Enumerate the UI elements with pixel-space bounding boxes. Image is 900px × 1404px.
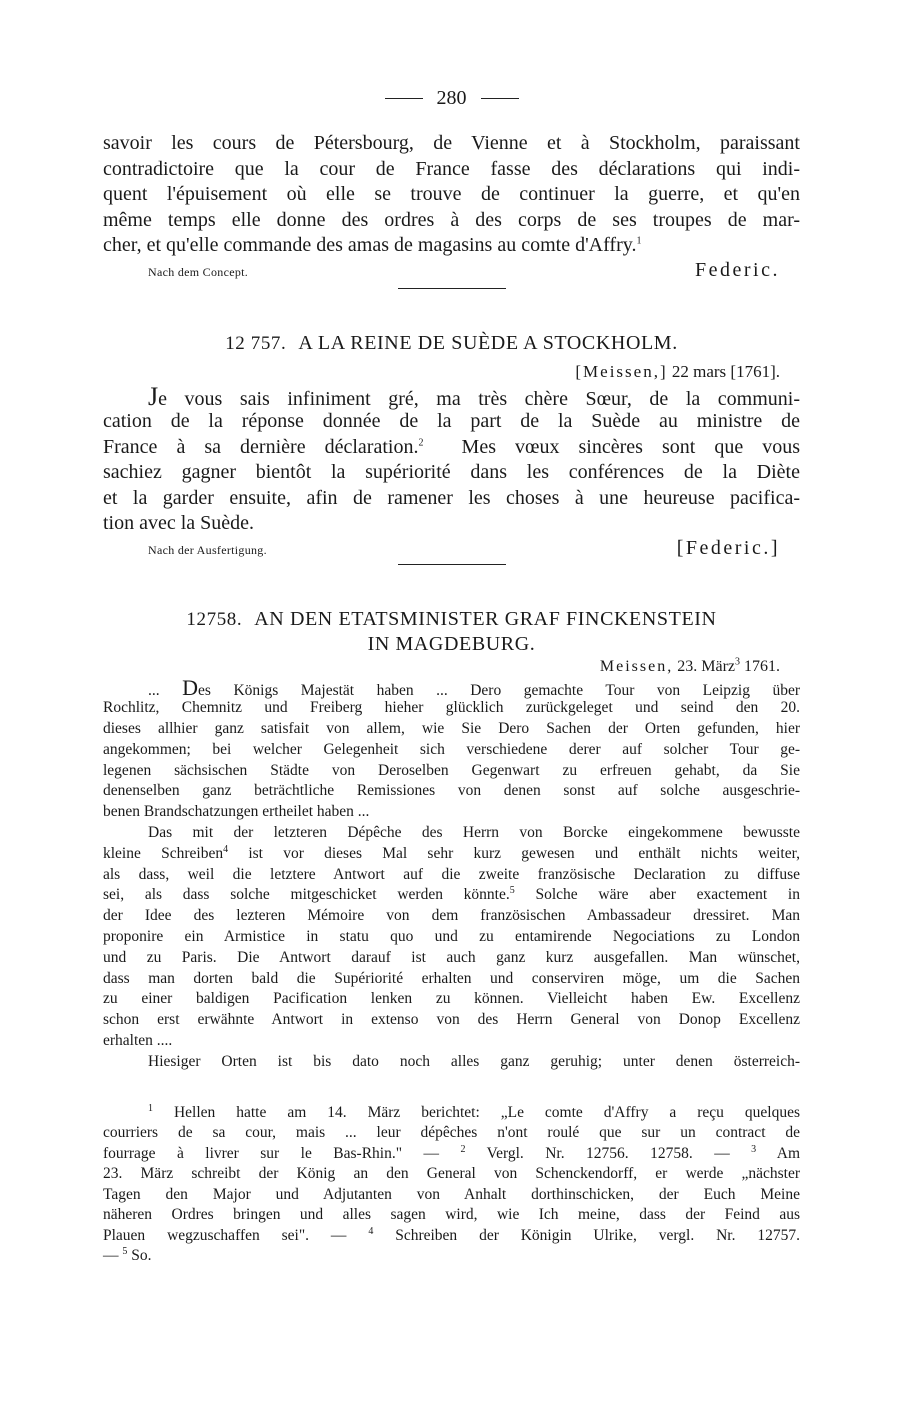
text-line: contradictoire que la cour de France fasse des déclarations qui indi- [103, 157, 800, 180]
section-separator [398, 564, 506, 565]
text-line [103, 885, 800, 906]
text-fragment: Mes vœux sincères sont que vous [461, 435, 801, 458]
text-line [103, 674, 801, 700]
text-line: zu einer baldigen Pacification lenken zu können. Vielleicht haben Ew. Excellenz [103, 990, 800, 1008]
text-line: même temps elle donne des ordres à des corps de ses troupes de mar- [103, 208, 800, 231]
text-line: erhalten .... [103, 1032, 173, 1050]
footnote-line: Tagen den Major und Adjutanten von Anhalt dorthinschicken, der Euch Meine [103, 1185, 800, 1203]
text-fragment: e vous sais infiniment gré, ma très chère Sœur, de la communi- [158, 387, 800, 410]
footnote-marker: 1 [148, 1102, 153, 1114]
footnote-marker: 4 [223, 843, 229, 855]
letter-body [103, 674, 801, 1073]
letter-number: 12758. [186, 608, 243, 630]
text-fragment: kleine Schreiben [103, 844, 224, 862]
text-fragment: ist vor dieses Mal sehr kurz gewesen und enthält nichts weiter, [248, 844, 800, 862]
text-line: Rochlitz, Chemnitz und Freiberg hieher glücklich zurückgeleget und seind den 20. [103, 699, 800, 717]
footnote-line: näheren Ordres bringen und alles sagen wird, wie Ich meine, dass der Feind aus [103, 1206, 800, 1224]
text-fragment: cher, et qu'elle commande des amas de magasins au comte d'Affry. [103, 234, 637, 256]
text-fragment: — [103, 1247, 123, 1265]
text-fragment: So. [131, 1247, 152, 1265]
text-fragment: Vergl. Nr. 12756. 12758. — [486, 1144, 752, 1162]
letter-title-line [103, 607, 800, 632]
footnote-line: 23. März schreibt der König an den General von Schenckendorff, er werde „nächster [103, 1165, 800, 1183]
footnote-marker: 4 [368, 1225, 374, 1237]
text-line: dass man dorten bald die Supériorité erhalten und conserviren möge, um die Sachen [103, 969, 800, 987]
text-line: angekommen; bei welcher Gelegenheit sich verschiedene derer auf solcher Tour ge- [103, 740, 800, 758]
text-line [103, 844, 800, 865]
document-page [103, 82, 800, 1267]
footnote-line [103, 1246, 800, 1267]
text-fragment: Am [776, 1144, 800, 1162]
continuation-text [103, 131, 800, 259]
footnote-marker: 3 [735, 656, 740, 668]
letter-title-line: IN MAGDEBURG. [367, 632, 536, 655]
text-fragment: ... [148, 681, 183, 699]
letter-number: 12 757. [225, 332, 287, 354]
text-fragment: Solche wäre aber exactement in [535, 886, 800, 904]
text-line: quent l'épuisement où elle se trouve de continuer la guerre, et qu'en [103, 183, 800, 205]
signature: [Federic.] [676, 536, 780, 559]
signature: Federic. [695, 258, 780, 281]
date-text: 22 mars [1761]. [671, 361, 780, 381]
footnote-line [103, 1226, 800, 1247]
footnote-marker: 2 [460, 1143, 466, 1155]
text-fragment: es Königs Majestät haben ... Dero gemachte Tour von Leipzig über [198, 681, 801, 699]
text-line: tion avec la Suède. [103, 512, 255, 534]
section-separator [398, 288, 506, 289]
letter-body [103, 381, 801, 537]
text-fragment: Schreiben der Königin Ulrike, vergl. Nr. 12757. [395, 1226, 800, 1244]
footnotes [103, 1103, 800, 1267]
source-note: Nach dem Concept. [148, 264, 249, 279]
text-fragment: France à sa dernière déclaration. [103, 435, 419, 458]
text-line: sachiez gagner bientôt la supériorité dans les conférences de la Diète [103, 461, 800, 483]
text-line: der Idee des lezteren Mémoire von dem französischen Ambassadeur dressiret. Man [103, 907, 800, 925]
text-line [103, 435, 800, 461]
page-number: 280 [436, 87, 467, 109]
text-line: et la garder ensuite, afin de ramener les choses à une heureuse pacifica- [103, 486, 800, 509]
date-text: 23. März [677, 657, 735, 675]
page-header [103, 82, 800, 114]
header-rule-right [481, 98, 519, 99]
date-place: [Meissen,] [575, 361, 668, 381]
text-line [103, 233, 800, 259]
text-fragment: Hellen hatte am 14. März berichtet: „Le comte d'Affry a reçu quelques [173, 1103, 800, 1121]
signature-block [103, 537, 800, 560]
text-fragment: Plauen wegzuschaffen sei". — [103, 1226, 369, 1244]
letter-title: AN DEN ETATSMINISTER GRAF FINCKENSTEIN [254, 607, 717, 630]
text-fragment: fourrage à livrer sur le Bas-Rhin." — [103, 1144, 461, 1162]
footnote-line [103, 1103, 800, 1124]
date-year: 1761. [744, 657, 780, 675]
date-place: Meissen, [599, 657, 674, 675]
footnote-marker: 1 [636, 235, 642, 247]
text-line: dieses allhier ganz satisfait von allem, wie Sie Dero Sachen der Orten gefunden, hier [103, 720, 800, 738]
footnote-marker: 5 [509, 885, 515, 897]
text-line: benen Brandschatzungen ertheilet haben ... [103, 803, 370, 821]
source-note: Nach der Ausfertigung. [148, 542, 267, 557]
text-line: legenen sächsischen Städte von Deroselben Gegenwart zu erfreuen gehabt, da Sie [103, 761, 800, 779]
text-line: denenselben ganz beträchtliche Remissiones von denen sonst auf solche ausgeschrie- [103, 782, 800, 800]
text-line [103, 381, 800, 411]
footnote-marker: 5 [122, 1245, 128, 1257]
text-line: und zu Paris. Die Antwort darauf ist auch ganz kurz ausgefallen. Man wünschet, [103, 948, 800, 966]
text-line: proponire ein Armistice in statu quo und zu entamirende Negociations zu London [103, 928, 800, 946]
text-line: als dass, weil die letztere Antwort auf die zweite französische Declaration zu diffuse [103, 865, 800, 883]
dropcap: J [148, 381, 159, 411]
text-line: Hiesiger Orten ist bis dato noch alles ganz geruhig; unter denen österreich- [148, 1052, 800, 1070]
header-rule-left [385, 98, 423, 99]
signature-block [103, 259, 800, 282]
footnote-marker: 3 [751, 1143, 757, 1155]
text-line: savoir les cours de Pétersbourg, de Vienne et à Stockholm, paraissant [103, 132, 800, 154]
footnote-line [103, 1144, 800, 1165]
letter-date [103, 362, 800, 382]
text-line: schon erst erwähnte Antwort in extenso von des Herrn General von Donop Excellenz [103, 1011, 800, 1029]
letter-heading [103, 331, 800, 356]
text-line: cation de la réponse donnée de la part de la Suède au ministre de [103, 410, 800, 432]
text-fragment: sei, als dass solche mitgeschicket werden könnte. [103, 886, 510, 904]
dropcap: D [182, 674, 199, 700]
letter-heading [103, 607, 800, 656]
footnote-line: courriers de sa cour, mais ... leur dépêches n'ont roulé que sur un contract de [103, 1124, 800, 1142]
text-line: Das mit der letzteren Dépêche des Herrn von Borcke eingekommene bewusste [148, 824, 800, 842]
letter-title: A LA REINE DE SUÈDE A STOCKHOLM. [298, 331, 678, 354]
footnote-marker: 2 [418, 436, 424, 448]
letter-date [103, 658, 800, 676]
